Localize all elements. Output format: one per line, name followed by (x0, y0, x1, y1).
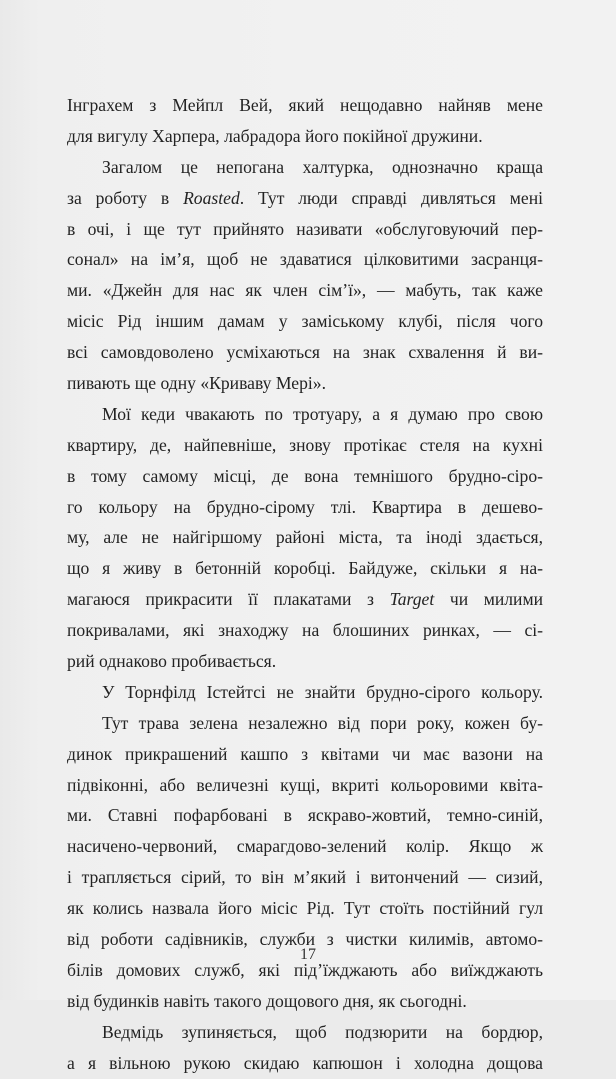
text-run: від будинків навіть такого дощового дня, як сьогодні. (67, 990, 467, 1011)
text-line (67, 306, 543, 337)
text-line (67, 492, 543, 523)
text-line (67, 770, 543, 801)
text-line (67, 615, 543, 646)
text-line (67, 522, 543, 553)
text-run: білів домових служб, які під’їжджають або виїжджають (67, 959, 543, 980)
text-line (67, 800, 543, 831)
text-run: від роботи садівників, служби з чистки килимів, автомо- (67, 929, 543, 950)
text-line (67, 275, 543, 306)
text-line (67, 90, 543, 121)
text-line (67, 337, 543, 368)
text-line (67, 244, 543, 275)
text-run: насичено-червоний, смарагдово-зелений колір. Якщо ж (67, 836, 543, 857)
text-line (67, 708, 543, 739)
text-run: покривалами, які знаходжу на блошиних ринках, — сі- (67, 620, 543, 641)
text-run: Ведмідь зупиняється, щоб подзюрити на бордюр, (102, 1021, 543, 1042)
text-line (67, 1017, 543, 1048)
text-run: го кольору на брудно-сірому тлі. Квартира в дешево- (67, 496, 543, 517)
text-line (67, 831, 543, 862)
text-line (67, 553, 543, 584)
text-run: сонал» на ім’я, щоб не здаватися цілковитими засранця- (67, 249, 543, 270)
text-line (67, 677, 543, 708)
text-run: У Торнфілд Істейтсі не знайти брудно-сірого кольору. (102, 681, 543, 702)
text-run: динок прикрашений кашпо з квітами чи має вазони на (67, 743, 543, 764)
text-line (67, 152, 543, 183)
body-text (67, 90, 543, 1079)
text-run: а я вільною рукою скидаю капюшон і холодна дощова (67, 1052, 543, 1073)
text-line (67, 430, 543, 461)
text-run: чи милими (434, 589, 543, 610)
text-run: Загалом це непогана халтурка, однозначно краща (102, 156, 543, 177)
text-line (67, 121, 543, 152)
text-run: всі самовдоволено усміхаються на знак схвалення й ви- (67, 342, 543, 363)
text-run: що я живу в бетонній коробці. Байдуже, скільки я на- (67, 558, 543, 579)
text-run: . Тут люди справді дивляться мені (239, 187, 543, 208)
page-number: 17 (300, 946, 316, 963)
text-run: магаюся прикрасити її плакатами з (67, 589, 390, 610)
text-run: як колись назвала його місіс Рід. Тут стоїть постійний гул (67, 898, 543, 919)
text-run: для вигулу Харпера, лабрадора його покійної дружини. (67, 125, 483, 146)
text-line (67, 368, 543, 399)
text-run: му, але не найгіршому районі міста, та іноді здається, (67, 527, 543, 548)
text-line (67, 646, 543, 677)
text-run: пивають ще одну «Криваву Мері». (67, 373, 326, 394)
text-run: за роботу в (67, 187, 184, 208)
text-run: квартиру, де, найпевніше, знову протікає стеля на кухні (67, 434, 543, 455)
text-run: ми. «Джейн для нас як член сім’ї», — мабуть, так каже (67, 280, 543, 301)
text-line (67, 399, 543, 430)
text-line (67, 862, 543, 893)
text-line (67, 461, 543, 492)
text-line (67, 584, 543, 615)
text-run: Інграхем з Мейпл Вей, який нещодавно найняв мене (67, 95, 543, 115)
italic-title: Target (389, 589, 435, 610)
italic-title: Roasted (183, 187, 240, 208)
text-line (67, 214, 543, 245)
text-line (67, 739, 543, 770)
text-run: Мої кеди чвакають по тротуару, а я думаю про свою (102, 403, 543, 424)
text-line (67, 1048, 543, 1079)
text-line (67, 893, 543, 924)
text-line (67, 986, 543, 1017)
text-run: місіс Рід іншим дамам у заміському клубі, після чого (67, 311, 543, 332)
text-run: в очі, і ще тут прийнято називати «обслуговуючий пер- (67, 218, 543, 239)
text-line (67, 183, 543, 214)
text-run: Тут трава зелена незалежно від пори року, кожен бу- (102, 712, 543, 733)
text-run: і трапляється сірий, то він м’який і витончений — сизий, (67, 867, 543, 888)
text-run: рий однаково пробивається. (67, 651, 277, 672)
text-run: в тому самому місці, де вона темнішого брудно-сіро- (67, 465, 543, 486)
text-run: підвіконні, або величезні кущі, вкриті кольоровими квіта- (67, 774, 543, 795)
text-run: ми. Ставні пофарбовані в яскраво-жовтий, темно-синій, (67, 805, 543, 826)
